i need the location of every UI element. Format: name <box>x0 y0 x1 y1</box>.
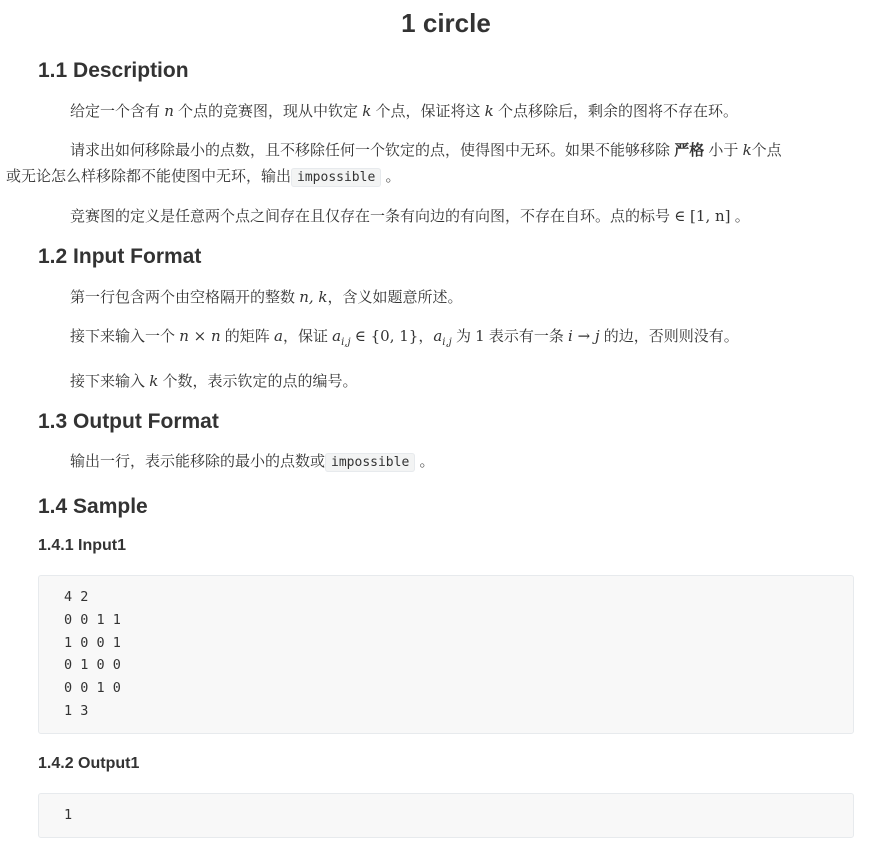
description-section <box>6 58 854 230</box>
output-paragraph-1 <box>38 449 854 476</box>
desc-p1-text-b: 个点的竞赛图，现从中钦定 <box>178 103 359 120</box>
input-p2-text-b: 的矩阵 <box>224 328 270 345</box>
description-paragraph-2 <box>6 137 854 191</box>
desc-p3-end: 。 <box>734 208 750 225</box>
input-p2-text-g: 的边，否则则没有。 <box>603 328 739 345</box>
input-p1-text-b: ，含义如题意所述。 <box>327 289 463 306</box>
description-paragraph-1 <box>38 98 854 125</box>
input-p2-math-set: ∈ {0, 1} <box>354 327 419 345</box>
input-p2-math-aij-2-sub: i,j <box>442 337 452 348</box>
input-format-heading: 1.2 Input Format <box>38 245 202 268</box>
input-p2-text-f: 表示有一条 <box>488 328 564 345</box>
description-heading: 1.1 Description <box>38 59 189 82</box>
impossible-code-2: impossible <box>325 453 415 472</box>
output-format-heading: 1.3 Output Format <box>38 410 219 433</box>
input-p2-text-d: ， <box>418 328 434 345</box>
desc-p1-text-a: 给定一个含有 <box>70 103 161 120</box>
desc-p3-text-a: 竞赛图的定义是任意两个点之间存在且仅存在一条有向边的有向图，不存在自环。点的标号 <box>70 208 671 225</box>
input-p1-text-a: 第一行包含两个由空格隔开的整数 <box>70 289 296 306</box>
desc-p2-strong: 严格 <box>674 142 705 159</box>
desc-p2-text-b: 小于 <box>708 142 739 159</box>
input-p3-text-a: 接下来输入 <box>70 373 146 390</box>
input-p2-math-1: 1 <box>475 327 485 345</box>
input-p3-text-b: 个数，表示钦定的点的编号。 <box>162 373 358 390</box>
desc-p1-text-c: 个点，保证将这 <box>375 103 481 120</box>
input-p2-text-e: 为 <box>455 328 471 345</box>
input-p2-math-aij-2: a <box>433 327 443 345</box>
input-p1-math: n, k <box>299 288 328 306</box>
page-title: 1 circle <box>401 8 491 38</box>
desc-p2-math-k: k <box>742 141 752 159</box>
sample-section <box>38 494 854 838</box>
impossible-code-1: impossible <box>291 168 381 187</box>
desc-p1-text-d: 个点移除后，剩余的图将不存在环。 <box>497 103 738 120</box>
input-paragraph-3 <box>38 368 854 395</box>
desc-p3-math-range: ∈ [1, n] <box>674 207 731 225</box>
output-p1-end: 。 <box>419 453 435 470</box>
sample-input-block: 4 2 0 0 1 1 1 0 0 1 0 1 0 0 0 0 1 0 1 3 <box>38 575 854 734</box>
desc-p2-text-c: 个点 <box>751 142 782 159</box>
input-p2-math-edge: i → j <box>568 327 600 345</box>
output-format-section <box>38 409 854 476</box>
input-p2-math-aij-sub: i,j <box>341 337 351 348</box>
input-p2-math-a: a <box>273 327 283 345</box>
sample-output-heading: 1.4.2 Output1 <box>38 754 140 772</box>
desc-p1-math-k: k <box>362 102 372 120</box>
input-p2-math-nxn: n × n <box>179 327 221 345</box>
input-paragraph-2 <box>38 323 854 356</box>
input-p2-text-a: 接下来输入一个 <box>70 328 176 345</box>
description-paragraph-3 <box>38 203 854 230</box>
output-p1-text-a: 输出一行，表示能移除的最小的点数或 <box>70 453 326 470</box>
desc-p1-math-n: n <box>164 102 174 120</box>
input-p2-math-aij: a <box>332 327 342 345</box>
input-paragraph-1 <box>38 284 854 311</box>
sample-heading: 1.4 Sample <box>38 495 148 518</box>
input-p3-math-k: k <box>149 372 159 390</box>
sample-input-heading: 1.4.1 Input1 <box>38 537 127 554</box>
input-p2-text-c: ，保证 <box>282 328 328 345</box>
desc-p1-math-k2: k <box>484 102 494 120</box>
sample-output-block: 1 <box>38 793 854 838</box>
desc-p2-end: 。 <box>385 168 401 185</box>
desc-p2-text-a: 请求出如何移除最小的点数，且不移除任何一个钦定的点，使得图中无环。如果不能够移除 <box>70 142 671 159</box>
input-format-section <box>38 244 854 395</box>
desc-p2-line2: 或无论怎么样移除都不能使图中无环，输出 <box>6 168 292 185</box>
